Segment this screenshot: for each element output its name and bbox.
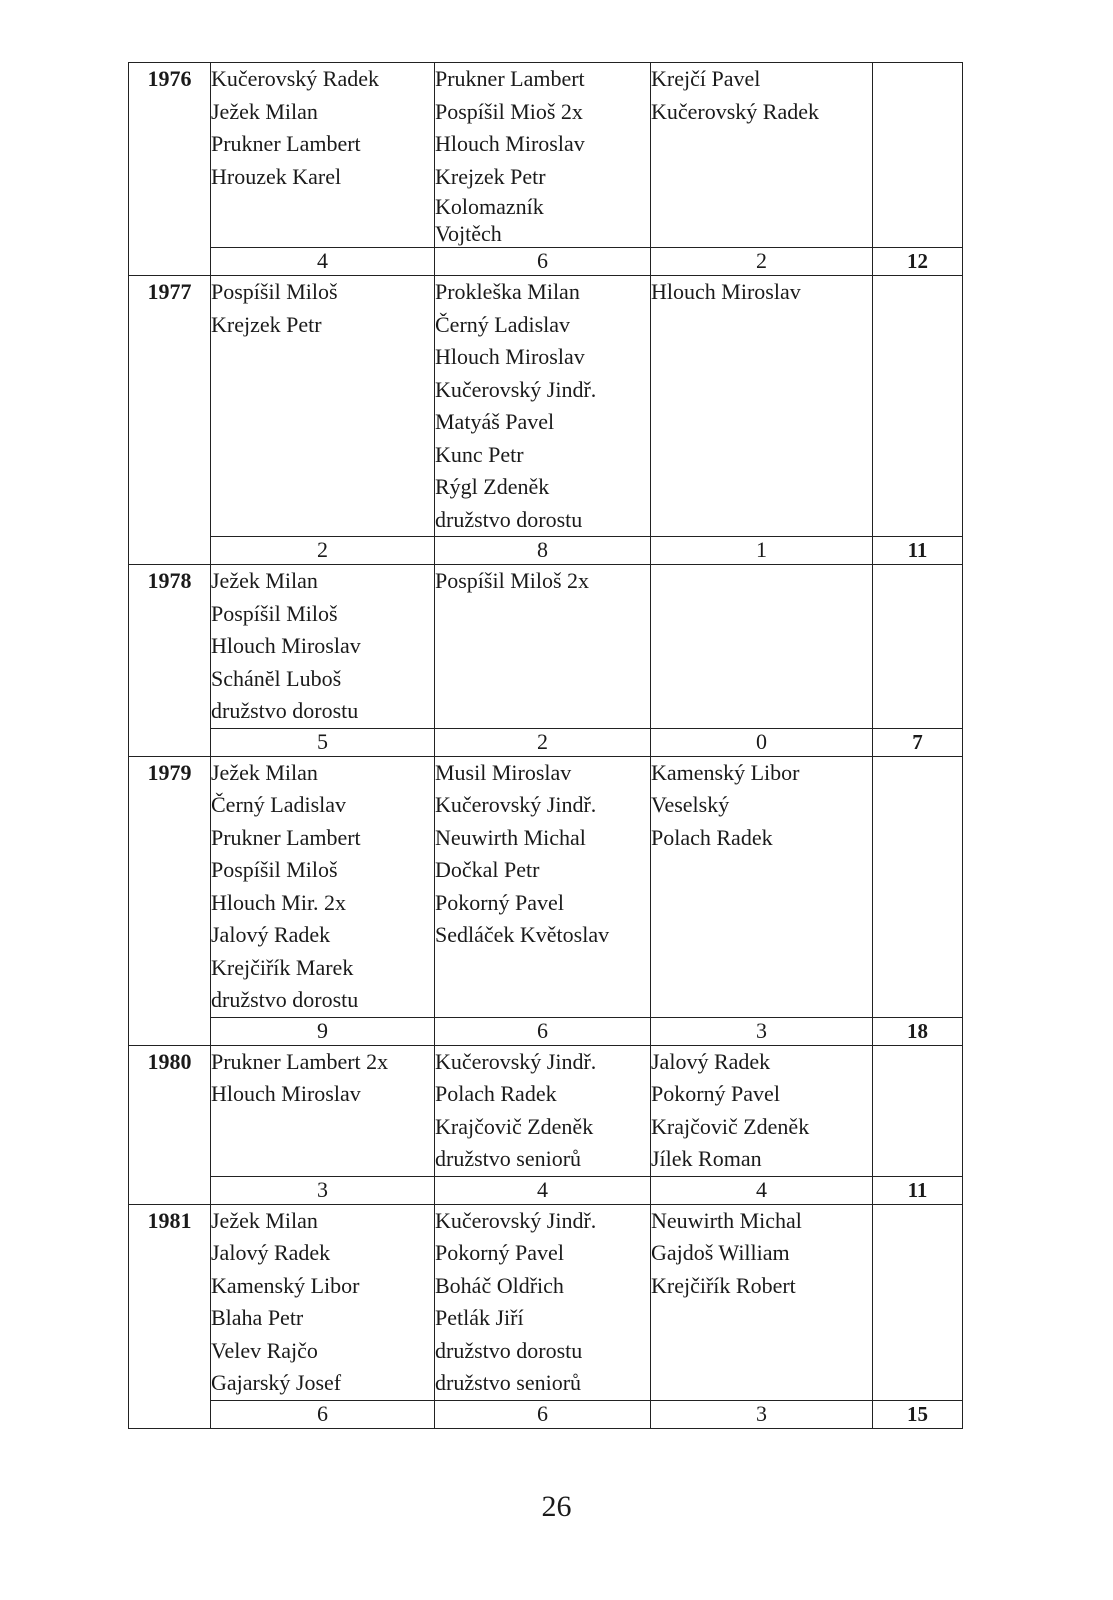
- person-name: Pospíšil Miloš: [211, 279, 338, 304]
- count-cell: 2: [651, 248, 873, 276]
- names-column-1: [211, 1204, 435, 1400]
- names-column-2: [435, 63, 651, 248]
- page-number: 26: [541, 1490, 572, 1523]
- person-name: Sedláček Květoslav: [435, 922, 610, 947]
- names-column-3: [651, 63, 873, 248]
- person-name: Schánĕl Luboš: [211, 665, 342, 691]
- person-name: Krejčiřík Marek: [211, 954, 354, 980]
- person-name: Krejčí Pavel: [651, 66, 761, 91]
- total-cell: 11: [873, 537, 963, 565]
- count-cell: 2: [211, 537, 435, 565]
- person-name: Hlouch Mir. 2x: [211, 889, 347, 915]
- season-year: 1977: [129, 276, 211, 565]
- count-cell: 6: [435, 1017, 651, 1045]
- person-name: Neuwirth Michal: [435, 824, 586, 850]
- count-cell: 4: [211, 248, 435, 276]
- names-column-1: [211, 756, 435, 1017]
- names-column-3: [651, 1045, 873, 1176]
- person-name: Gajdoš William: [651, 1240, 790, 1265]
- person-name: Ježek Milan: [211, 759, 318, 785]
- total-cell: 15: [873, 1400, 963, 1428]
- total-cell: 18: [873, 1017, 963, 1045]
- count-cell: 2: [435, 728, 651, 756]
- person-name: družstvo dorostu: [211, 698, 359, 723]
- person-name: Krejčiřík Robert: [651, 1272, 796, 1298]
- count-cell: 9: [211, 1017, 435, 1045]
- count-cell: 1: [651, 537, 873, 565]
- person-name: Polach Radek: [651, 824, 773, 850]
- person-name: družstvo seniorů: [435, 1370, 582, 1395]
- count-row: [129, 537, 963, 565]
- person-name: Kunc Petr: [435, 441, 524, 467]
- person-name: Velev Rajčo: [211, 1337, 318, 1363]
- names-column-2: [435, 276, 651, 537]
- names-column-2: [435, 565, 651, 729]
- person-name: družstvo dorostu: [435, 506, 583, 532]
- count-cell: 0: [651, 728, 873, 756]
- person-name: Ježek Milan: [211, 1207, 318, 1233]
- count-cell: 3: [211, 1176, 435, 1204]
- person-name: Jalový Radek: [211, 922, 331, 947]
- names-column-2: [435, 756, 651, 1017]
- person-name: Kučerovský Jindř.: [435, 1207, 597, 1233]
- count-row: [129, 1176, 963, 1204]
- count-row: [129, 1400, 963, 1428]
- count-cell: 3: [651, 1017, 873, 1045]
- count-cell: 5: [211, 728, 435, 756]
- person-name: Petlák Jiří: [435, 1305, 524, 1330]
- person-name: Neuwirth Michal: [651, 1207, 802, 1233]
- total-column-spacer: [873, 63, 963, 248]
- count-cell: 6: [435, 248, 651, 276]
- names-column-2: [435, 1204, 651, 1400]
- season-row: [129, 756, 963, 1017]
- season-row: [129, 565, 963, 729]
- total-cell: 7: [873, 728, 963, 756]
- count-cell: 8: [435, 537, 651, 565]
- person-name: Kamenský Libor: [651, 759, 800, 785]
- person-name: Vojtěch: [435, 221, 502, 246]
- season-year: 1978: [129, 565, 211, 757]
- season-year: 1976: [129, 63, 211, 276]
- person-name: Kučerovský Radek: [651, 98, 820, 124]
- person-name: Prukner Lambert 2x: [211, 1048, 389, 1074]
- person-name: Rýgl Zdeněk: [435, 474, 550, 499]
- names-column-1: [211, 63, 435, 248]
- person-name: Pospíšil Miloš 2x: [435, 568, 590, 593]
- count-cell: 4: [651, 1176, 873, 1204]
- person-name: Jílek Roman: [651, 1146, 762, 1171]
- season-year: 1980: [129, 1045, 211, 1204]
- person-name: Pokorný Pavel: [435, 889, 564, 915]
- person-name: Pospíšil Mioš 2x: [435, 98, 583, 124]
- names-column-1: [211, 1045, 435, 1176]
- names-column-3: [651, 565, 873, 729]
- total-column-spacer: [873, 1045, 963, 1176]
- person-name: Hlouch Miroslav: [651, 279, 801, 304]
- person-name: Kamenský Libor: [211, 1272, 360, 1298]
- person-name: Hlouch Miroslav: [211, 1081, 361, 1106]
- person-name: Prukner Lambert: [435, 66, 585, 91]
- total-column-spacer: [873, 1204, 963, 1400]
- count-row: [129, 728, 963, 756]
- season-row: [129, 276, 963, 537]
- person-name: Pokorný Pavel: [651, 1081, 780, 1106]
- season-year: 1981: [129, 1204, 211, 1428]
- person-name: Kučerovský Jindř.: [435, 376, 597, 402]
- person-name: Ježek Milan: [211, 98, 318, 124]
- person-name: Kučerovský Jindř.: [435, 792, 597, 817]
- person-name: Jalový Radek: [651, 1048, 771, 1074]
- names-column-2: [435, 1045, 651, 1176]
- count-cell: 4: [435, 1176, 651, 1204]
- season-row: [129, 1204, 963, 1400]
- names-column-3: [651, 756, 873, 1017]
- total-cell: 11: [873, 1176, 963, 1204]
- person-name: Kučerovský Jindř.: [435, 1048, 597, 1074]
- names-column-3: [651, 276, 873, 537]
- person-name: Krejzek Petr: [435, 163, 546, 189]
- season-row: [129, 1045, 963, 1176]
- total-column-spacer: [873, 756, 963, 1017]
- total-column-spacer: [873, 565, 963, 729]
- count-cell: 3: [651, 1400, 873, 1428]
- person-name: Gajarský Josef: [211, 1370, 342, 1395]
- person-name: Dočkal Petr: [435, 857, 540, 882]
- count-row: [129, 1017, 963, 1045]
- person-name: Ježek Milan: [211, 568, 318, 593]
- season-year: 1979: [129, 756, 211, 1045]
- person-name: Hlouch Miroslav: [435, 131, 585, 156]
- person-name: Prukner Lambert: [211, 131, 361, 156]
- person-name: Krejzek Petr: [211, 311, 322, 337]
- person-name: družstvo dorostu: [435, 1337, 583, 1363]
- total-cell: 12: [873, 248, 963, 276]
- person-name: Krajčovič Zdeněk: [651, 1113, 810, 1139]
- person-name: Prukner Lambert: [211, 824, 361, 850]
- person-name: Hlouch Miroslav: [211, 633, 361, 658]
- person-name: Polach Radek: [435, 1081, 557, 1106]
- count-row: [129, 248, 963, 276]
- person-name: družstvo seniorů: [435, 1146, 582, 1171]
- person-name: Krajčovič Zdeněk: [435, 1113, 594, 1139]
- season-row: [129, 63, 963, 248]
- person-name: Pospíšil Miloš: [211, 857, 338, 882]
- person-name: Černý Ladislav: [435, 311, 571, 337]
- person-name: Pospíšil Miloš: [211, 600, 338, 626]
- person-name: Veselský: [651, 792, 730, 817]
- total-column-spacer: [873, 276, 963, 537]
- names-column-3: [651, 1204, 873, 1400]
- person-name: Boháč Oldřich: [435, 1272, 564, 1298]
- count-cell: 6: [435, 1400, 651, 1428]
- person-name: Černý Ladislav: [211, 792, 347, 817]
- person-name: družstvo dorostu: [211, 987, 359, 1012]
- person-name: Hrouzek Karel: [211, 163, 342, 189]
- person-name: Pokorný Pavel: [435, 1240, 564, 1265]
- count-cell: 6: [211, 1400, 435, 1428]
- names-column-1: [211, 565, 435, 729]
- person-name: Prokleška Milan: [435, 279, 580, 304]
- person-name: Jalový Radek: [211, 1240, 331, 1265]
- person-name: Matyáš Pavel: [435, 409, 555, 434]
- person-name: Hlouch Miroslav: [435, 344, 585, 369]
- person-name: Kolomazník: [435, 194, 544, 219]
- person-name: Kučerovský Radek: [211, 66, 380, 91]
- names-column-1: [211, 276, 435, 537]
- seasons-table: [128, 62, 963, 1429]
- person-name: Blaha Petr: [211, 1305, 304, 1330]
- person-name: Musil Miroslav: [435, 759, 572, 785]
